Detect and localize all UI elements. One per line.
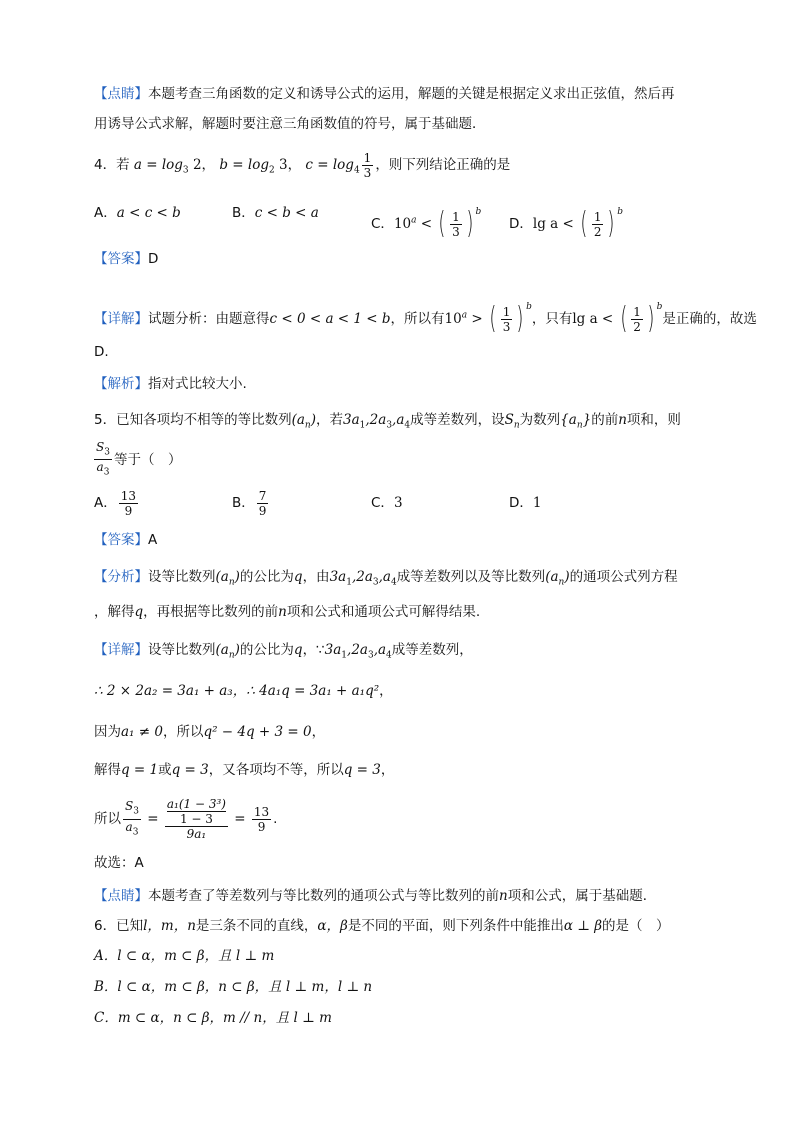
q5-eq-4: 所以 $\frac{S_3}{a_3}$ = a₁(1 − 3³) 1 − 3 9a₁ = $\frac{13}{9}$ . xyxy=(94,797,278,841)
q6-option-b: B．l ⊂ α，m ⊂ β，n ⊂ β，且 l ⊥ m，l ⊥ n xyxy=(94,979,373,995)
q4-jiexi: 【解析】指对式比较大小. xyxy=(94,376,247,392)
q4-c-paren: ( $\frac{1}{3}$ ) xyxy=(438,206,474,241)
q5-stem-2: $\frac{S_3}{a_3}$ 等于（ ） xyxy=(96,440,182,478)
dianjing-tag: 【点睛】 xyxy=(94,86,148,102)
q5-option-b: B． $\frac{7}{9}$ xyxy=(232,488,267,518)
q6-option-c: C．m ⊂ α，n ⊂ β，m // n，且 l ⊥ m xyxy=(94,1010,332,1026)
q4-option-c: C．$10^a$ < ( $\frac{1}{3}$ ) $^b$ xyxy=(371,206,482,241)
q4-option-b: B．c < b < a xyxy=(232,205,319,221)
q5-eq-2: 因为a₁ ≠ 0，所以q² − 4q + 3 = 0， xyxy=(94,724,326,740)
q5-eq-3: 解得q = 1或q = 3，又各项均不等，所以q = 3， xyxy=(94,762,395,778)
q5-fenxi-1: 【分析】设等比数列$(a_n)$的公比为q，由$3a_1,2a_3,a_4$成等差数列以及等比数列$(a_n)$的通项公式列方程 xyxy=(94,569,678,588)
q5-fenxi-2: ，解得q，再根据等比数列的前n项和公式和通项公式可解得结果. xyxy=(94,604,481,620)
q4-fraction: $\frac{1}{3}$ xyxy=(363,150,372,180)
dianjing-line-2: 用诱导公式求解，解题时要注意三角函数值的符号，属于基础题． xyxy=(94,116,486,132)
q4-answer: 【答案】D xyxy=(94,251,159,267)
q4-detail: 【详解】试题分析：由题意得c < 0 < a < 1 < b，所以有$10^a$ > ( $\frac{1}{3}$ ) $^b$，只有lg a < ( $\frac{1}{2}$ ) $^b$是正确的，故选 xyxy=(94,301,757,336)
q5-dianjing: 【点睛】本题考查了等差数列与等比数列的通项公式与等比数列的前n项和公式，属于基础题． xyxy=(94,888,657,904)
q5-eq-1: ∴ 2 × 2a₂ = 3a₁ + a₃，∴ 4a₁q = 3a₁ + a₁q²， xyxy=(94,683,393,699)
q6-option-a: A．l ⊂ α，m ⊂ β，且 l ⊥ m xyxy=(94,948,275,964)
q5-big-fraction: a₁(1 − 3³) 1 − 3 9a₁ xyxy=(166,797,226,841)
q5-detail-1: 【详解】设等比数列$(a_n)$的公比为q，$\because 3a_1,2a_3,a_4$成等差数列， xyxy=(94,642,473,661)
q5-option-c: C．3 xyxy=(371,495,403,511)
q4-option-d: D．lg a < ( $\frac{1}{2}$ ) $^b$ xyxy=(509,206,623,241)
q5-guxuan: 故选：A xyxy=(94,855,144,871)
q5-answer: 【答案】A xyxy=(94,532,158,548)
q6-stem: 6．已知l，m，n是三条不同的直线，α，β是不同的平面，则下列条件中能推出α ⊥ β的是（ ） xyxy=(94,918,670,934)
q4-detail-end: D. xyxy=(94,344,109,360)
q4-option-a: A．a < c < b xyxy=(94,205,181,221)
q4-stem: 4．若 $a = \log_3 2$， $b = \log_2 3$， $c = \log_4$ $\frac{1}{3}$ ，则下列结论正确的是 xyxy=(94,150,511,180)
q5-option-a: A． $\frac{13}{9}$ xyxy=(94,488,137,518)
q4-d-paren: ( $\frac{1}{2}$ ) xyxy=(580,206,615,241)
q5-option-d: D．1 xyxy=(509,495,542,511)
q5-stem: 5．已知各项均不相等的等比数列$(a_n)$，若$3a_1,2a_3,a_4$成等差数列，设$S_n$为数列$\{a_n\}$的前n项和，则 xyxy=(94,412,681,431)
dianjing-line-1: 【点睛】本题考查三角函数的定义和诱导公式的运用，解题的关键是根据定义求出正弦值，然后再 xyxy=(94,86,675,102)
